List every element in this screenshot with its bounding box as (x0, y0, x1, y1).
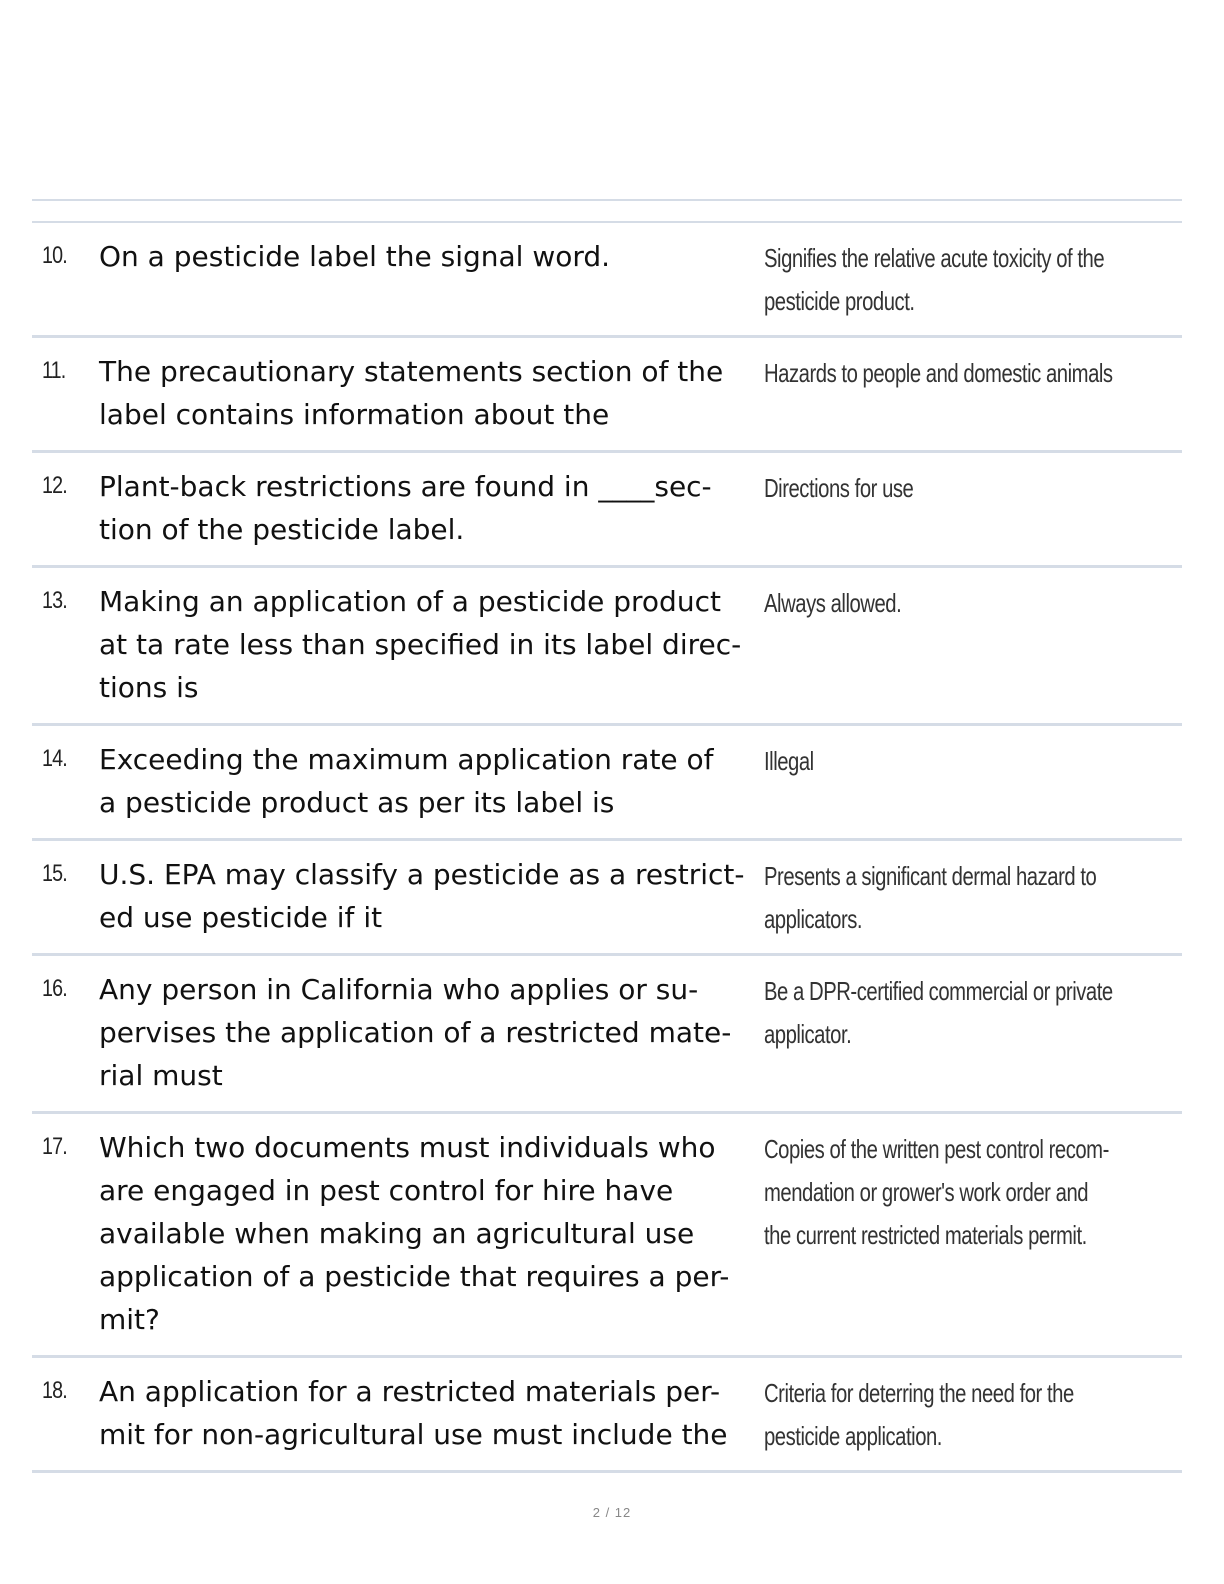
flashcard-row (32, 568, 1182, 726)
card-term-line: tions is (99, 671, 199, 704)
card-definition-line: Copies of the written pest control recom- (764, 1134, 1109, 1164)
card-definition-line: Always allowed. (764, 588, 902, 618)
card-number: 14. (42, 745, 67, 772)
card-number: 11. (42, 357, 66, 384)
card-term-line: at ta rate less than specified in its label direc- (99, 628, 742, 661)
flashcard-row (32, 841, 1182, 956)
card-term (99, 580, 759, 709)
flashcard-row (32, 453, 1182, 568)
card-definition-line: Illegal (764, 746, 814, 776)
card-term (99, 465, 759, 551)
card-definition (764, 970, 1146, 1056)
card-term-line: application of a pesticide that requires a per- (99, 1260, 730, 1293)
flashcard-row (32, 726, 1182, 841)
card-definition (764, 855, 1146, 941)
card-definition-line: pesticide application. (764, 1421, 942, 1451)
card-term (99, 1126, 759, 1341)
card-definition-line: applicator. (764, 1019, 852, 1049)
header-divider (32, 199, 1182, 201)
card-definition (764, 1372, 1146, 1458)
card-definition-line: applicators. (764, 904, 863, 934)
card-definition-line: Hazards to people and domestic animals (764, 358, 1113, 388)
card-definition (764, 740, 1146, 783)
card-term-line: Any person in California who applies or su- (99, 973, 699, 1006)
card-term (99, 738, 759, 824)
card-number: 12. (42, 472, 67, 499)
card-definition-line: Signifies the relative acute toxicity of the (764, 243, 1105, 273)
card-term-line: mit? (99, 1303, 160, 1336)
card-term-line: Which two documents must individuals who (99, 1131, 716, 1164)
card-number: 17. (42, 1133, 67, 1160)
flashcard-list (32, 223, 1182, 1473)
card-definition (764, 467, 1146, 510)
card-definition-line: Directions for use (764, 473, 914, 503)
card-term (99, 853, 759, 939)
flashcard-row (32, 1114, 1182, 1358)
card-term (99, 968, 759, 1097)
card-term-line: The precautionary statements section of the (99, 355, 724, 388)
card-term-line: Making an application of a pesticide product (99, 585, 721, 618)
flashcard-row (32, 1358, 1182, 1473)
card-number: 15. (42, 860, 67, 887)
card-definition (764, 237, 1146, 323)
card-term-line: An application for a restricted materials per- (99, 1375, 721, 1408)
card-term-line: pervises the application of a restricted mate- (99, 1016, 732, 1049)
card-definition-line: the current restricted materials permit. (764, 1220, 1087, 1250)
card-term-line: ed use pesticide if it (99, 901, 383, 934)
card-definition-line: mendation or grower's work order and (764, 1177, 1089, 1207)
card-term-line: available when making an agricultural use (99, 1217, 695, 1250)
card-definition (764, 582, 1146, 625)
flashcard-row (32, 338, 1182, 453)
card-term (99, 235, 759, 278)
card-term-line: tion of the pesticide label. (99, 513, 465, 546)
card-definition (764, 352, 1146, 395)
card-definition-line: Criteria for deterring the need for the (764, 1378, 1074, 1408)
card-definition-line: Presents a significant dermal hazard to (764, 861, 1097, 891)
card-definition-line: pesticide product. (764, 286, 915, 316)
flashcard-row (32, 956, 1182, 1114)
card-term-line: label contains information about the (99, 398, 610, 431)
card-definition-line: Be a DPR-certified commercial or private (764, 976, 1113, 1006)
card-term-line: Exceeding the maximum application rate of (99, 743, 714, 776)
card-term-line: U.S. EPA may classify a pesticide as a restrict- (99, 858, 745, 891)
card-term-line: On a pesticide label the signal word. (99, 240, 611, 273)
card-term (99, 350, 759, 436)
page-indicator: 2 / 12 (592, 1505, 632, 1520)
card-term-line: are engaged in pest control for hire have (99, 1174, 674, 1207)
card-term-line: a pesticide product as per its label is (99, 786, 615, 819)
card-number: 13. (42, 587, 67, 614)
card-term-line: rial must (99, 1059, 223, 1092)
card-term-line: Plant-back restrictions are found in ____sec- (99, 470, 712, 503)
flashcard-row (32, 223, 1182, 338)
card-definition (764, 1128, 1146, 1257)
card-number: 18. (42, 1377, 67, 1404)
card-term (99, 1370, 759, 1456)
card-number: 16. (42, 975, 67, 1002)
card-term-line: mit for non-agricultural use must include the (99, 1418, 728, 1451)
card-number: 10. (42, 242, 67, 269)
